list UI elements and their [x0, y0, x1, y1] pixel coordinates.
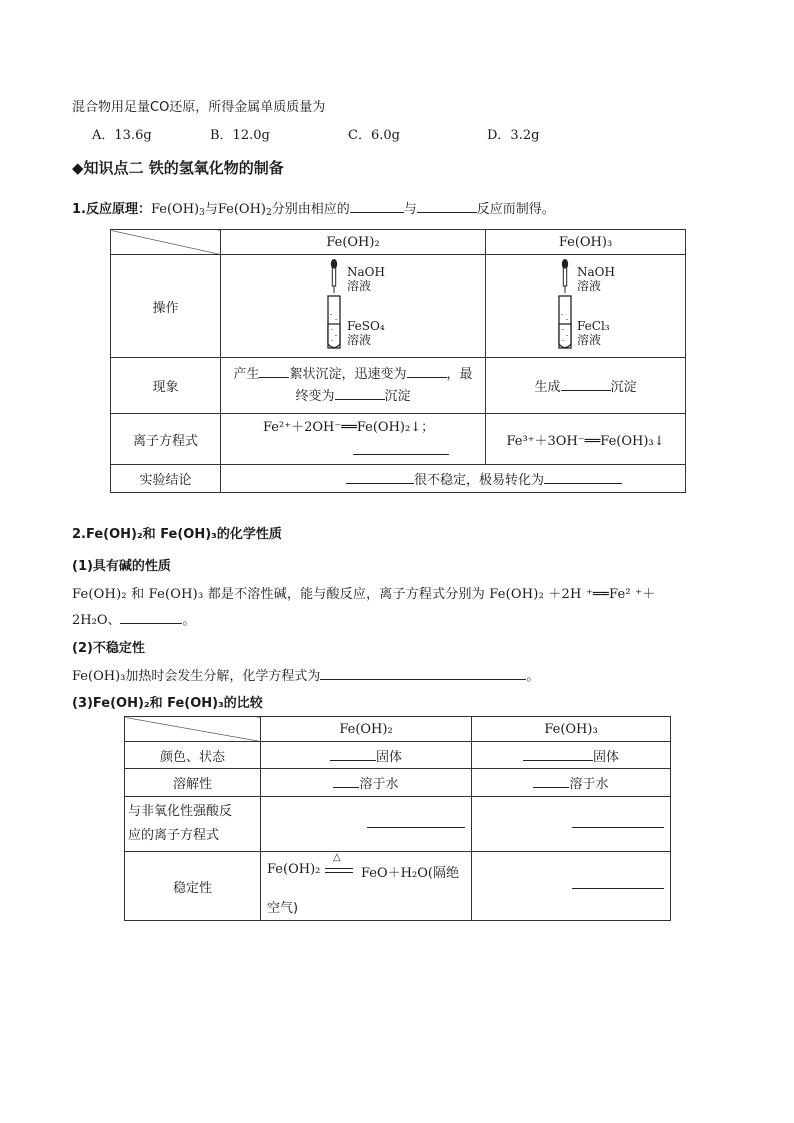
- dissolve-text: 溶于水: [359, 777, 399, 792]
- solubility-fe-oh3: [472, 769, 671, 797]
- color-state-fe-oh2: [261, 742, 472, 769]
- fe-oh3-text: Fe(OH): [150, 202, 200, 217]
- solution-label: 溶液: [347, 279, 372, 293]
- fecl3-label: FeCl₃: [577, 319, 610, 333]
- acid-reaction-fe-oh3: [472, 797, 671, 852]
- stability-fe-oh3: [472, 852, 671, 921]
- blank-13[interactable]: [523, 748, 593, 761]
- operation-fe-oh3: [486, 255, 686, 358]
- option-a: A．13.6g: [92, 128, 152, 143]
- col-header-fe-oh2: Fe(OH)₂: [221, 230, 486, 255]
- blank-17[interactable]: [572, 827, 664, 828]
- col-header-fe-oh3: Fe(OH)₃: [472, 717, 671, 742]
- blank-8[interactable]: [346, 471, 414, 484]
- sub-heading-comparison: (3)Fe(OH)₂和 Fe(OH)₃的比较: [72, 696, 263, 711]
- stab-fe2-air: 空气): [267, 901, 299, 916]
- col-header-fe-oh2: Fe(OH)₂: [261, 717, 472, 742]
- blank-2[interactable]: [417, 200, 477, 213]
- table-preparation: [110, 229, 686, 493]
- text-d: 与: [403, 202, 417, 217]
- test-tube-dropper-icon: [553, 258, 577, 354]
- acid-label-line2: 应的离子方程式: [128, 828, 220, 843]
- section-title: ◆知识点二 铁的氢氧化物的制备: [72, 159, 284, 177]
- blank-6[interactable]: [561, 378, 611, 391]
- row-label-conclusion: 实验结论: [111, 465, 221, 493]
- row-label-phenomenon: 现象: [111, 358, 221, 414]
- line2-period: 。: [182, 613, 196, 628]
- sub-heading-instability: (2)不稳定性: [72, 641, 145, 656]
- option-c: C．6.0g: [348, 128, 400, 143]
- phen-text: 沉淀: [384, 388, 411, 404]
- chem-properties-heading: 2.Fe(OH)₂和 Fe(OH)₃的化学性质: [72, 527, 282, 542]
- solution-label: 溶液: [347, 333, 372, 347]
- blank-9[interactable]: [544, 471, 622, 484]
- col-header-fe-oh3: Fe(OH)₃: [486, 230, 686, 255]
- option-d: D．3.2g: [487, 128, 540, 143]
- table-corner: [111, 230, 221, 255]
- row-label-acid-reaction: [125, 797, 261, 852]
- row-label-operation: 操作: [111, 255, 221, 358]
- ion-eq-fe2-text: Fe²⁺＋2OH⁻══Fe(OH)₂↓；: [263, 420, 435, 435]
- blank-7[interactable]: [353, 454, 449, 455]
- phenomenon-fe-oh3: [486, 358, 686, 414]
- solution-label: 溶液: [577, 279, 602, 293]
- solid-text: 固体: [375, 749, 402, 765]
- acid-reaction-fe-oh2: [261, 797, 472, 852]
- instability-period: 。: [526, 669, 540, 684]
- phen-text: 终变为: [295, 388, 335, 404]
- conclusion-text: 很不稳定，极易转化为: [414, 473, 545, 488]
- acid-label-line1: 与非氧化性强酸反: [128, 804, 233, 819]
- row-label-stability: 稳定性: [125, 852, 261, 921]
- blank-3[interactable]: [259, 365, 289, 378]
- phen-text: 絮状沉淀，迅速变为: [289, 366, 407, 382]
- sub-2: 2: [266, 208, 272, 218]
- stability-fe-oh2: [261, 852, 472, 921]
- solubility-fe-oh2: [261, 769, 472, 797]
- phen-text: 沉淀: [610, 380, 637, 395]
- row-label-solubility: 溶解性: [125, 769, 261, 797]
- blank-10[interactable]: [120, 611, 182, 624]
- table-comparison: [124, 716, 671, 921]
- blank-1[interactable]: [350, 200, 404, 213]
- text-c: 分别由相应的: [271, 202, 350, 217]
- solid-text: 固体: [592, 749, 619, 765]
- phen-text: 产生: [233, 366, 260, 382]
- text-e: 反应而制得。: [476, 202, 555, 217]
- sub-heading-base: (1)具有碱的性质: [72, 559, 171, 574]
- instability-line: [72, 665, 539, 684]
- test-tube-dropper-icon: [322, 258, 346, 354]
- row-label-ionic-equation: 离子方程式: [111, 414, 221, 465]
- table-corner: [125, 717, 261, 742]
- delta-icon: △: [333, 852, 341, 863]
- line2-text: 2H₂O、: [72, 613, 121, 628]
- ionic-equation-fe-oh3: Fe³⁺＋3OH⁻══Fe(OH)₃↓: [486, 414, 686, 465]
- blank-4[interactable]: [407, 365, 447, 378]
- solution-label: 溶液: [577, 333, 602, 347]
- fe-oh2-text: 与Fe(OH): [204, 202, 267, 217]
- blank-15[interactable]: [533, 775, 569, 788]
- color-state-fe-oh3: [472, 742, 671, 769]
- dissolve-text: 溶于水: [569, 777, 609, 792]
- row-label-color-state: 颜色、状态: [125, 742, 261, 769]
- operation-fe-oh2: [221, 255, 486, 358]
- blank-12[interactable]: [330, 748, 376, 761]
- equals-sign-icon: [325, 868, 353, 873]
- stab-fe2-products: FeO＋H₂O(隔绝: [361, 866, 459, 881]
- question-stem: 混合物用足量CO还原，所得金属单质质量为: [72, 100, 326, 115]
- phenomenon-fe-oh2: [221, 358, 486, 414]
- instability-text: Fe(OH)₃加热时会发生分解，化学方程式为: [72, 669, 321, 684]
- naoh-label: NaOH: [577, 265, 615, 279]
- ionic-equation-fe-oh2: [221, 414, 486, 465]
- blank-11[interactable]: [320, 667, 526, 680]
- blank-16[interactable]: [367, 827, 465, 828]
- conclusion-cell: [221, 465, 686, 493]
- feso4-label: FeSO₄: [347, 319, 385, 333]
- stab-fe2-formula: Fe(OH)₂: [267, 862, 321, 877]
- naoh-label: NaOH: [347, 265, 385, 279]
- blank-18[interactable]: [572, 888, 664, 889]
- reaction-principle: [72, 198, 555, 217]
- base-property-line2: [72, 609, 196, 628]
- phen-text: 生成: [534, 380, 561, 395]
- base-property-line1: Fe(OH)₂ 和 Fe(OH)₃ 都是不溶性碱，能与酸反应，离子方程式分别为 Fe(OH)₂ ＋2H ⁺══Fe² ⁺＋: [72, 587, 656, 602]
- reaction-principle-label: 1.反应原理：: [72, 202, 151, 217]
- blank-5[interactable]: [335, 387, 385, 400]
- sub-3: 3: [199, 208, 205, 218]
- option-b: B．12.0g: [210, 128, 270, 143]
- phen-text: ，最: [446, 366, 473, 382]
- blank-14[interactable]: [333, 775, 359, 788]
